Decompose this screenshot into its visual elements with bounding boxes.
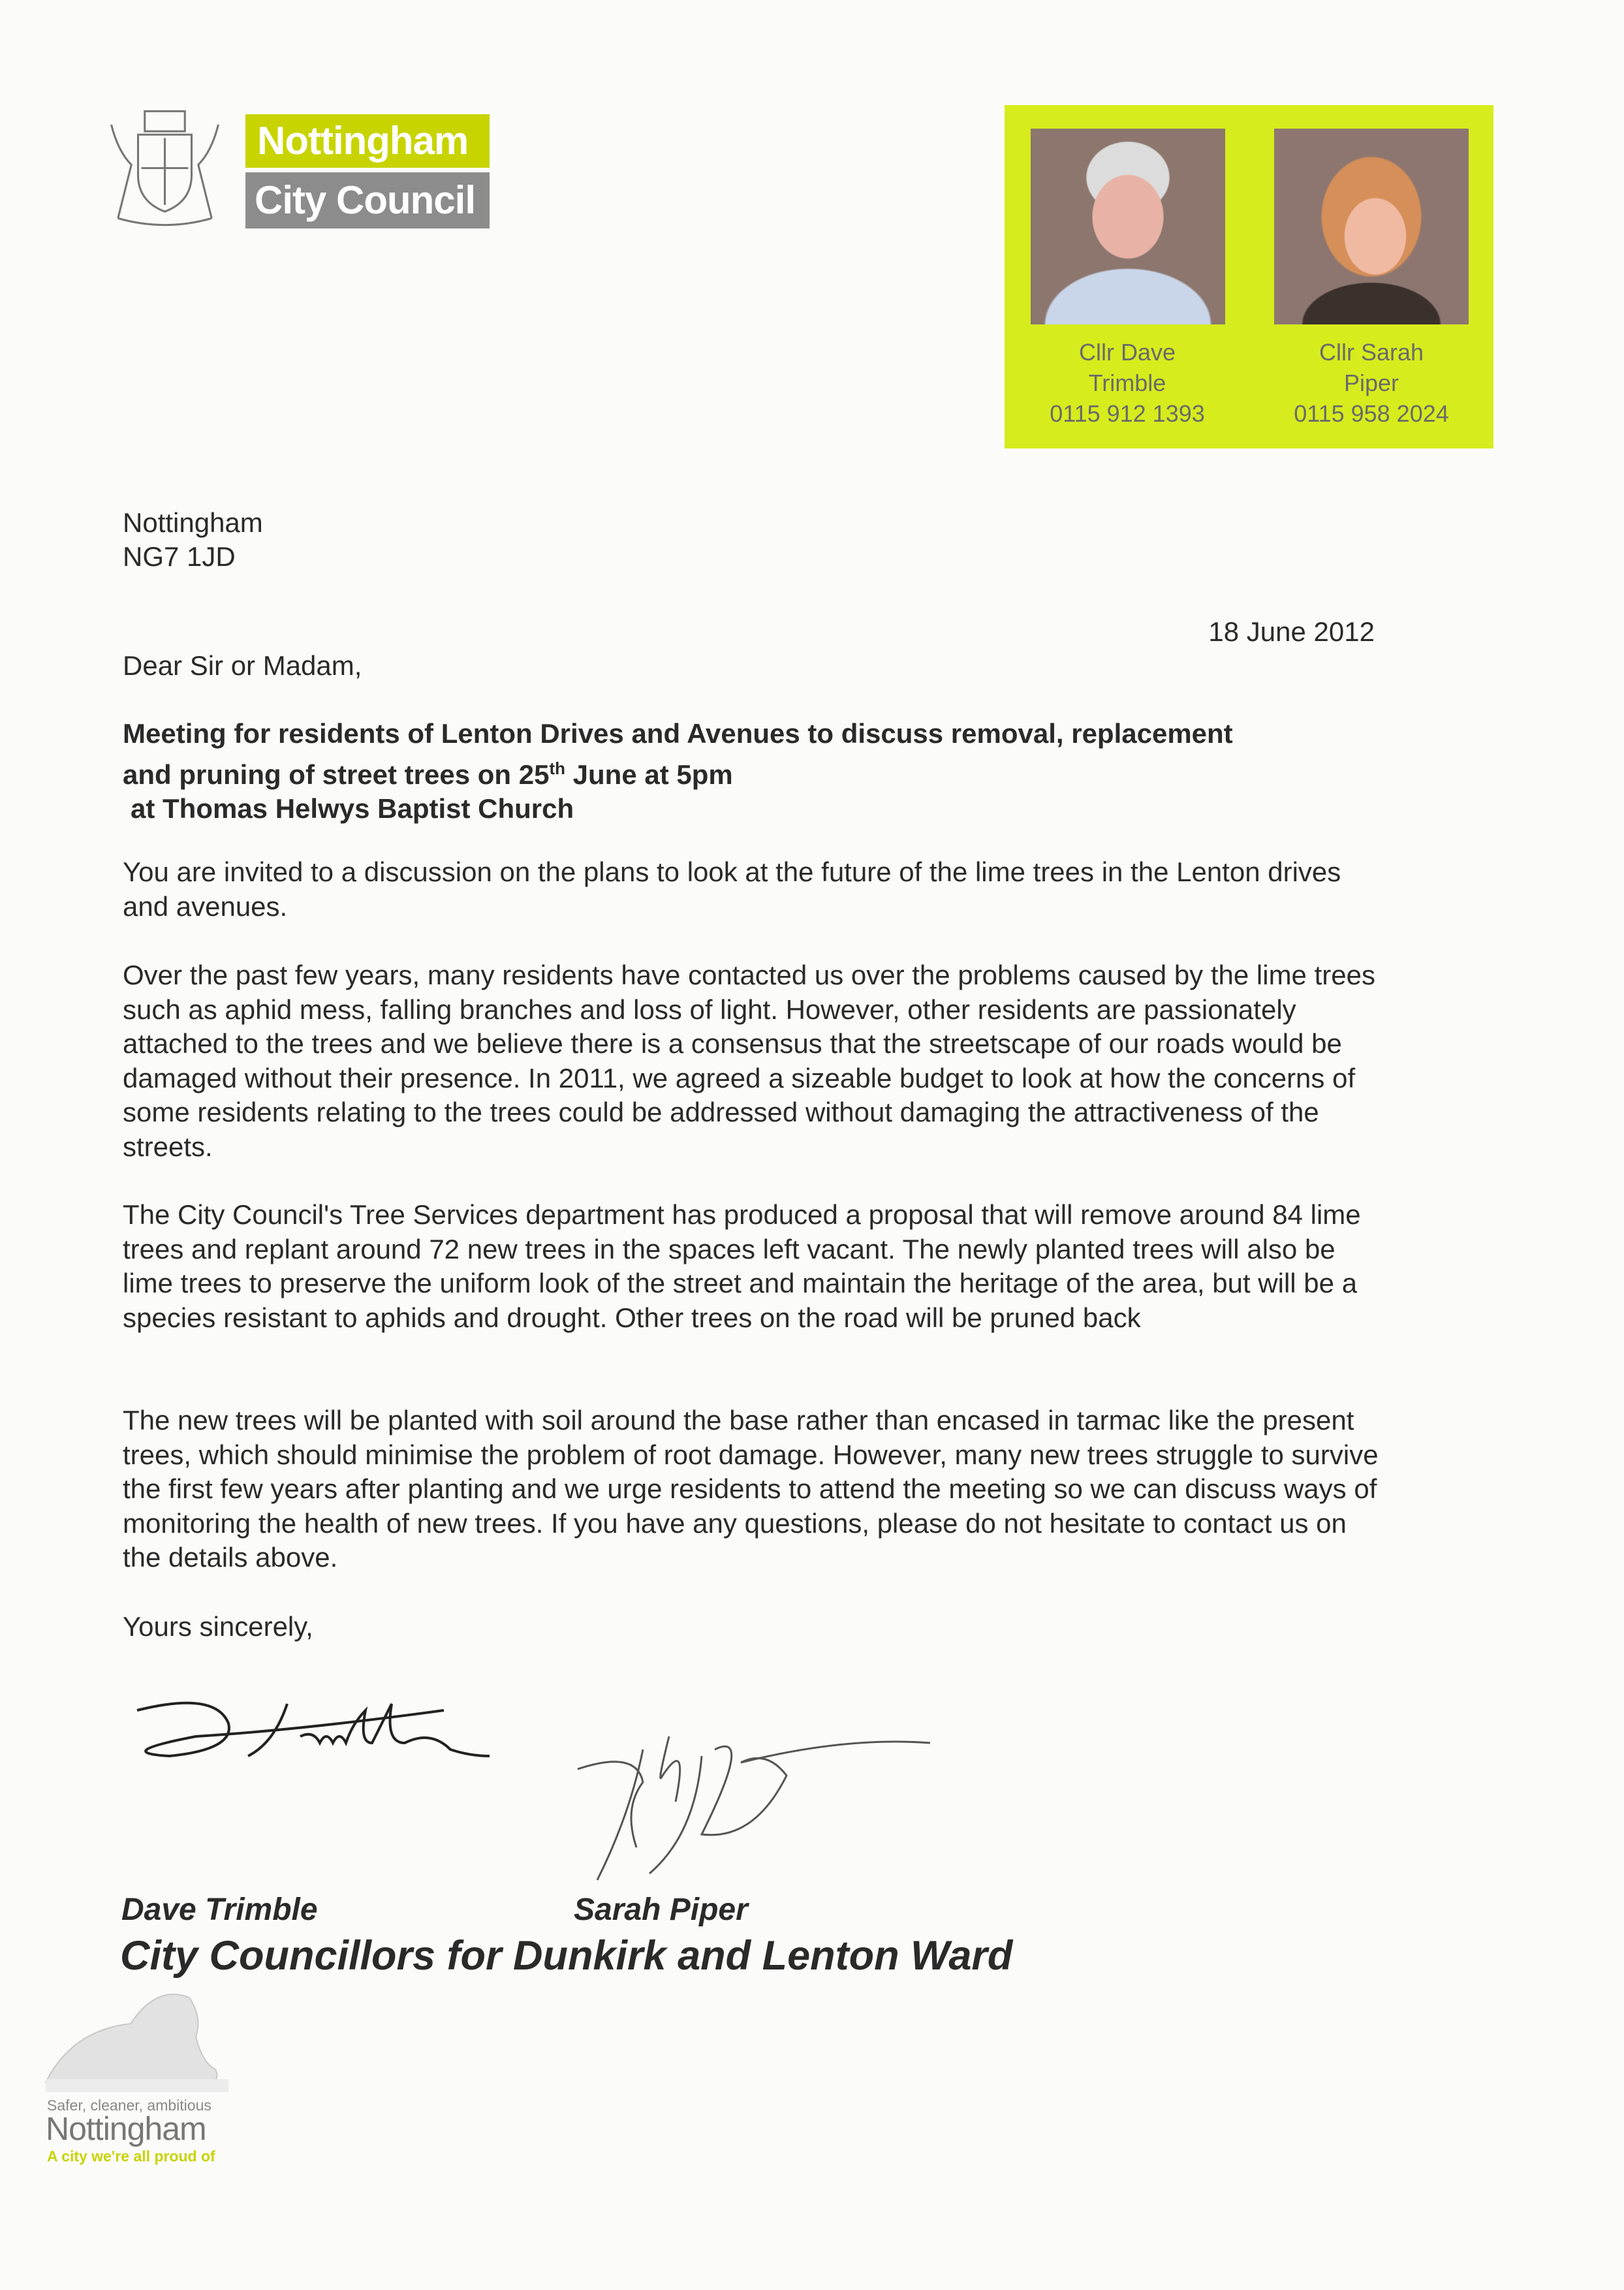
brand-city-council: City Council [245, 172, 490, 228]
letter-date: 18 June 2012 [1208, 616, 1375, 647]
heading-line [123, 751, 1386, 792]
signatory-name: Sarah Piper [574, 1892, 748, 1927]
address-postcode: NG7 1JD [123, 541, 236, 572]
letter-heading [123, 717, 1386, 826]
councillor-2-details [1264, 337, 1479, 429]
councillor-phone: 0115 912 1393 [1050, 400, 1205, 427]
lion-statue-logo [39, 1984, 235, 2095]
councillor-surname: Trimble [1088, 369, 1166, 396]
councillor-contact-box [1005, 105, 1493, 448]
salutation: Dear Sir or Madam, [123, 650, 362, 681]
closing: Yours sincerely, [123, 1611, 313, 1642]
address [123, 506, 263, 574]
body-paragraph: Over the past few years, many residents have contacted us over the problems caused by the lime trees such as aphid mess, falling branches and loss of light. However, other residents are passionately attached to the trees and we believe there is a consensus that the streetscape of our roads would be damaged without their presence. In 2011, we agreed a sizeable budget to look at how the concerns of some residents relating to the trees could be addressed without damaging the attractiveness of the streets. [123, 960, 1375, 1162]
body-paragraph: The new trees will be planted with soil around the base rather than encased in tarmac like the present trees, which should minimise the problem of root damage. However, many new trees struggle to survive the first few years after planting and we urge residents to attend the meeting so we can discuss ways of monitoring the health of new trees. If you have any questions, please do not hesitate to contact us on the details above. [123, 1405, 1379, 1573]
footer-city: Nottingham [46, 2110, 206, 2147]
heading-line: at Thomas Helwys Baptist Church [131, 793, 574, 824]
coat-of-arms-logo [98, 104, 232, 232]
signature-sarah-piper [571, 1730, 963, 1887]
councillor-surname: Piper [1343, 369, 1399, 396]
portrait-sarah-piper [1274, 129, 1469, 324]
councillor-1-details [1020, 337, 1235, 429]
councillor-phone: 0115 958 2024 [1294, 400, 1449, 427]
heading-text: and pruning of street trees on 25 [123, 759, 550, 790]
brand-nottingham: Nottingham [245, 114, 490, 168]
ward-title: City Councillors for Dunkirk and Lenton Ward [120, 1933, 1013, 1979]
body-paragraph: The City Council's Tree Services department has produced a proposal that will remove around 84 lime trees and replant around 72 new trees in the spaces left vacant. The newly planted trees will also be lime trees to preserve the uniform look of the street and maintain the heritage of the area, but will be a species resistant to aphids and drought. Other trees on the road will be pruned back [123, 1199, 1361, 1333]
footer-tagline: Safer, cleaner, ambitious [47, 2097, 211, 2114]
heading-line: Meeting for residents of Lenton Drives and Avenues to discuss removal, replacement [123, 718, 1233, 749]
footer-slogan: A city we're all proud of [47, 2148, 215, 2165]
body-paragraph: You are invited to a discussion on the plans to look at the future of the lime trees in the Lenton drives and avenues. [123, 856, 1341, 922]
portrait-dave-trimble [1031, 129, 1225, 324]
heading-text: June at 5pm [565, 759, 733, 790]
councillor-name: Cllr Sarah [1319, 339, 1424, 366]
councillor-name: Cllr Dave [1078, 339, 1176, 366]
signature-dave-trimble [124, 1684, 568, 1782]
heading-superscript: th [549, 758, 565, 778]
signatory-name: Dave Trimble [121, 1892, 318, 1927]
address-line: Nottingham [123, 507, 263, 538]
